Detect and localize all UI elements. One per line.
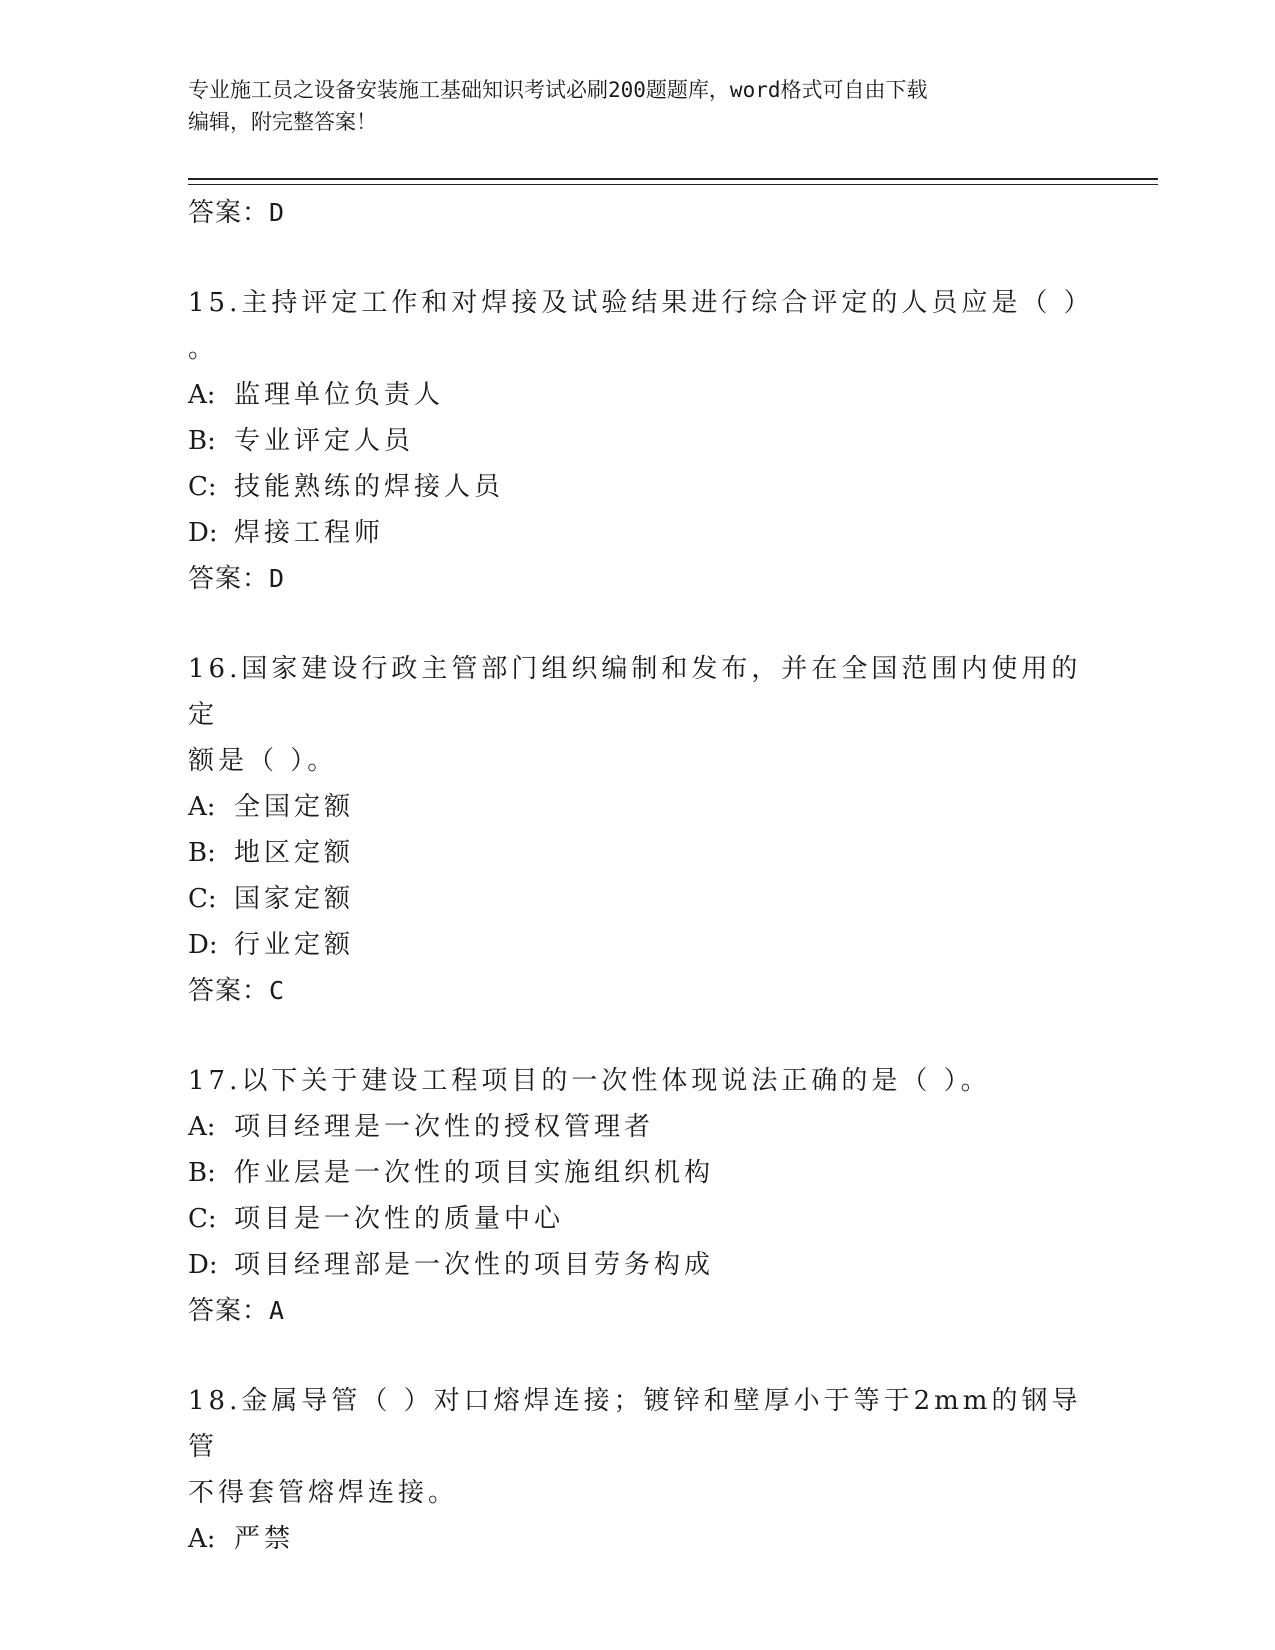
- option-text: 地区定额: [234, 838, 355, 868]
- question-gap: [188, 602, 1088, 646]
- option-key: A:: [188, 1112, 216, 1142]
- question-text: 16.国家建设行政主管部门组织编制和发布，并在全国范围内使用的定: [188, 654, 1082, 730]
- option-c: [188, 1196, 1088, 1242]
- option-b: [188, 830, 1088, 876]
- option-key: C:: [188, 884, 217, 914]
- option-text: 技能熟练的焊接人员: [234, 472, 505, 502]
- question-text: 额是（ ）。: [188, 746, 338, 776]
- option-text: 行业定额: [234, 930, 355, 960]
- option-text: 严禁: [234, 1524, 295, 1554]
- option-key: D:: [188, 1250, 218, 1280]
- option-a: [188, 372, 1088, 418]
- answer-line: [188, 556, 1088, 602]
- option-d: [188, 1242, 1088, 1288]
- question-text: 18.金属导管（ ）对口熔焊连接；镀锌和壁厚小于等于2mm的钢导管: [188, 1386, 1082, 1462]
- option-c: [188, 464, 1088, 510]
- question-text: 不得套管熔焊连接。: [188, 1478, 459, 1508]
- question-text: 。: [188, 334, 219, 364]
- header-rule-thin: [188, 184, 1158, 185]
- header-line-2: 编辑，附完整答案！: [188, 110, 377, 134]
- option-a: [188, 1516, 1088, 1562]
- option-key: A:: [188, 1524, 216, 1554]
- document-body: [188, 190, 1094, 1562]
- answer-value: D: [269, 198, 286, 227]
- header-line-1: 专业施工员之设备安装施工基础知识考试必刷200题题库，word格式可自由下载: [188, 78, 928, 102]
- question-gap: [188, 1334, 1088, 1378]
- option-b: [188, 418, 1088, 464]
- page-header: [188, 74, 1088, 138]
- option-text: 国家定额: [234, 884, 355, 914]
- question-gap: [188, 236, 1088, 280]
- option-d: [188, 510, 1088, 556]
- question-block-17: [188, 1058, 1088, 1334]
- answer-line: [188, 968, 1088, 1014]
- option-text: 作业层是一次性的项目实施组织机构: [234, 1158, 715, 1188]
- question-block-18: [188, 1378, 1088, 1562]
- option-key: B:: [188, 838, 216, 868]
- option-c: [188, 876, 1088, 922]
- option-key: B:: [188, 426, 216, 456]
- option-text: 全国定额: [234, 792, 355, 822]
- answer-line: [188, 190, 1088, 236]
- question-block-16: [188, 646, 1088, 1014]
- answer-line: [188, 1288, 1088, 1334]
- question-text: 15.主持评定工作和对焊接及试验结果进行综合评定的人员应是（ ）: [188, 288, 1094, 318]
- option-key: A:: [188, 792, 216, 822]
- answer-label: 答案：: [188, 1296, 270, 1326]
- option-key: C:: [188, 1204, 217, 1234]
- option-key: D:: [188, 518, 218, 548]
- option-key: B:: [188, 1158, 216, 1188]
- answer-label: 答案：: [188, 198, 270, 228]
- answer-label: 答案：: [188, 564, 270, 594]
- answer-value: C: [269, 976, 286, 1005]
- question-text: 17.以下关于建设工程项目的一次性体现说法正确的是（ ）。: [188, 1066, 991, 1096]
- option-text: 焊接工程师: [234, 518, 385, 548]
- option-text: 项目经理部是一次性的项目劳务构成: [234, 1250, 715, 1280]
- option-key: C:: [188, 472, 217, 502]
- answer-value: A: [269, 1296, 286, 1325]
- option-b: [188, 1150, 1088, 1196]
- option-a: [188, 784, 1088, 830]
- option-text: 监理单位负责人: [234, 380, 445, 410]
- option-text: 项目是一次性的质量中心: [234, 1204, 565, 1234]
- header-rule-thick: [188, 178, 1158, 180]
- question-gap: [188, 1014, 1088, 1058]
- answer-value: D: [269, 564, 286, 593]
- option-a: [188, 1104, 1088, 1150]
- answer-label: 答案：: [188, 976, 270, 1006]
- option-text: 专业评定人员: [234, 426, 415, 456]
- option-text: 项目经理是一次性的授权管理者: [234, 1112, 655, 1142]
- option-d: [188, 922, 1088, 968]
- option-key: A:: [188, 380, 216, 410]
- question-block-15: [188, 280, 1094, 602]
- option-key: D:: [188, 930, 218, 960]
